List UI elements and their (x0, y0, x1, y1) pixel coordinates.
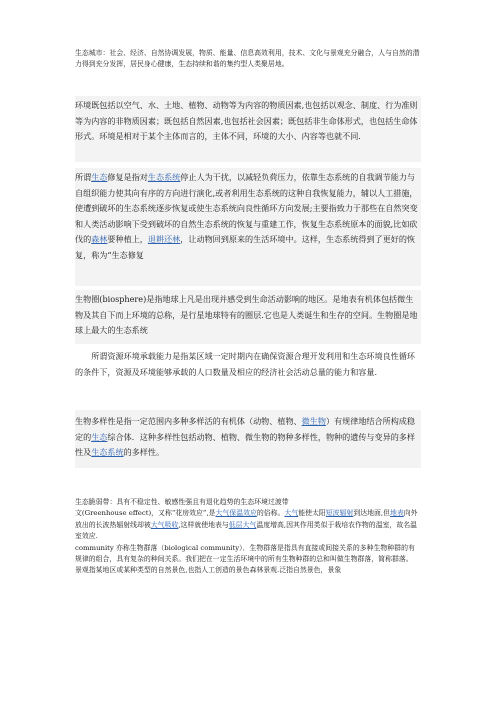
link-returning-farmland-to-forest[interactable]: 退耕还林 (147, 234, 181, 244)
link-ecosystem[interactable]: 生态系统 (147, 172, 181, 182)
landscape-text: 景观指某地区或某种类型的自然景色,也指人工创造的景色森林景观.泛指自然景色，景象 (75, 566, 342, 575)
ecological-restoration-paragraph (75, 168, 421, 286)
link-atmospheric-absorption[interactable]: 大气吸收 (150, 520, 179, 529)
link-atmospheric-insulation[interactable]: 大气保温效应 (215, 509, 257, 518)
eco-city-text: 生态城市：社会、经济、自然协调发展，物质、能量、信息高效利用，技术、文化与景观充分融合，人与自然的潜力得到充分发挥，居民身心健康，生态持续和谐的集约型人类聚居地。 (75, 49, 420, 68)
link-forest[interactable]: 森林 (91, 234, 108, 244)
link-atmosphere[interactable]: 大气 (284, 509, 299, 518)
biodiversity-paragraph (75, 410, 421, 468)
small-notes-section (75, 497, 421, 577)
eco-city-paragraph (75, 48, 421, 70)
link-lower-atmosphere[interactable]: 低层大气 (228, 520, 257, 529)
link-microorganism[interactable]: 微生物 (301, 416, 326, 426)
link-shortwave-radiation[interactable]: 短波辐射 (325, 509, 354, 518)
biosphere-paragraph (75, 290, 421, 344)
biosphere-text: 生物圈(biosphere)是指地球上凡是出现并感受到生命活动影响的地区。是地表有机体包括微生物及其自下而上环境的总称，是行星地球特有的圈层.它也是人类诞生和生存的空间。生物圈是地球上最大的生态系统 (75, 294, 418, 335)
link-earth-surface[interactable]: 地表 (390, 509, 404, 518)
ecological-restoration-text: 所谓生态修复是指对生态系统停止人为干扰，以减轻负荷压力，依靠生态系统的自我调节能力与自组织能力使其向有序的方向进行演化,或者利用生态系统的这种自我恢复能力，辅以人工措施，使遭到破坏的生态系统逐步恢复或使生态系统向良性循环方向发展;主要指致力于那些在自然突变和人类活动影响下受到破坏的自然生态系统的恢复与重建工作，恢复生态系统原本的面貌,比如砍伐的森林要种植上，退耕还林，让动物回到原来的生活环境中。这样，生态系统得到了更好的恢复，称为“生态修复 (75, 172, 418, 260)
link-ecosystem-2[interactable]: 生态系统 (91, 447, 124, 457)
greenhouse-effect-text: 文(Greenhouse effect)，又称“花房效应”,是大气保温效应的俗称。大气能使太阳短波辐射到达地面,但地表向外放出的长波热辐射线却被大气吸收,这样就使地表与低层大气温度增高,因其作用类似于栽培农作物的温室，故名温室效应. (75, 509, 418, 541)
environment-paragraph (75, 96, 421, 162)
carrying-capacity-paragraph (75, 347, 421, 409)
link-ecology[interactable]: 生态 (91, 172, 108, 182)
link-ecology-2[interactable]: 生态 (91, 431, 108, 442)
community-text: community 亦称生物群落（biological community）．生物群落是指具有直接或间接关系的多种生物种群的有规律的组合，具有复杂的种间关系。我们把在一定生活环境中的所有生物种群的总和叫做生物群落，简称群落。 (75, 543, 415, 564)
environment-text: 环境既包括以空气、水、土地、植物、动物等为内容的物质因素,也包括以观念、制度、行为准则等为内容的非物质因素；既包括自然因素,也包括社会因素；既包括非生命体形式，也包括生命体形式。环境是相对于某个主体而言的，主体不同，环境的大小、内容等也就不同. (75, 100, 418, 141)
biodiversity-text: 生物多样性是指一定范围内多种多样活的有机体（动物、植物、微生物）有规律地结合所构成稳定的生态综合体．这种多样性包括动物、植物、微生物的物种多样性，物种的遗传与变异的多样性及生态系统的多样性。 (75, 416, 415, 457)
ecotone-text: 生态脆弱带：具有不稳定性、敏感性强且有退化趋势的生态环境过渡带 (75, 498, 289, 506)
carrying-capacity-text: 所谓资源环境承载能力是指某区域一定时期内在确保资源合理开发利用和生态环境良性循环的条件下，资源及环境能够承载的人口数量及相应的经济社会活动总量的能力和容量. (75, 351, 415, 377)
